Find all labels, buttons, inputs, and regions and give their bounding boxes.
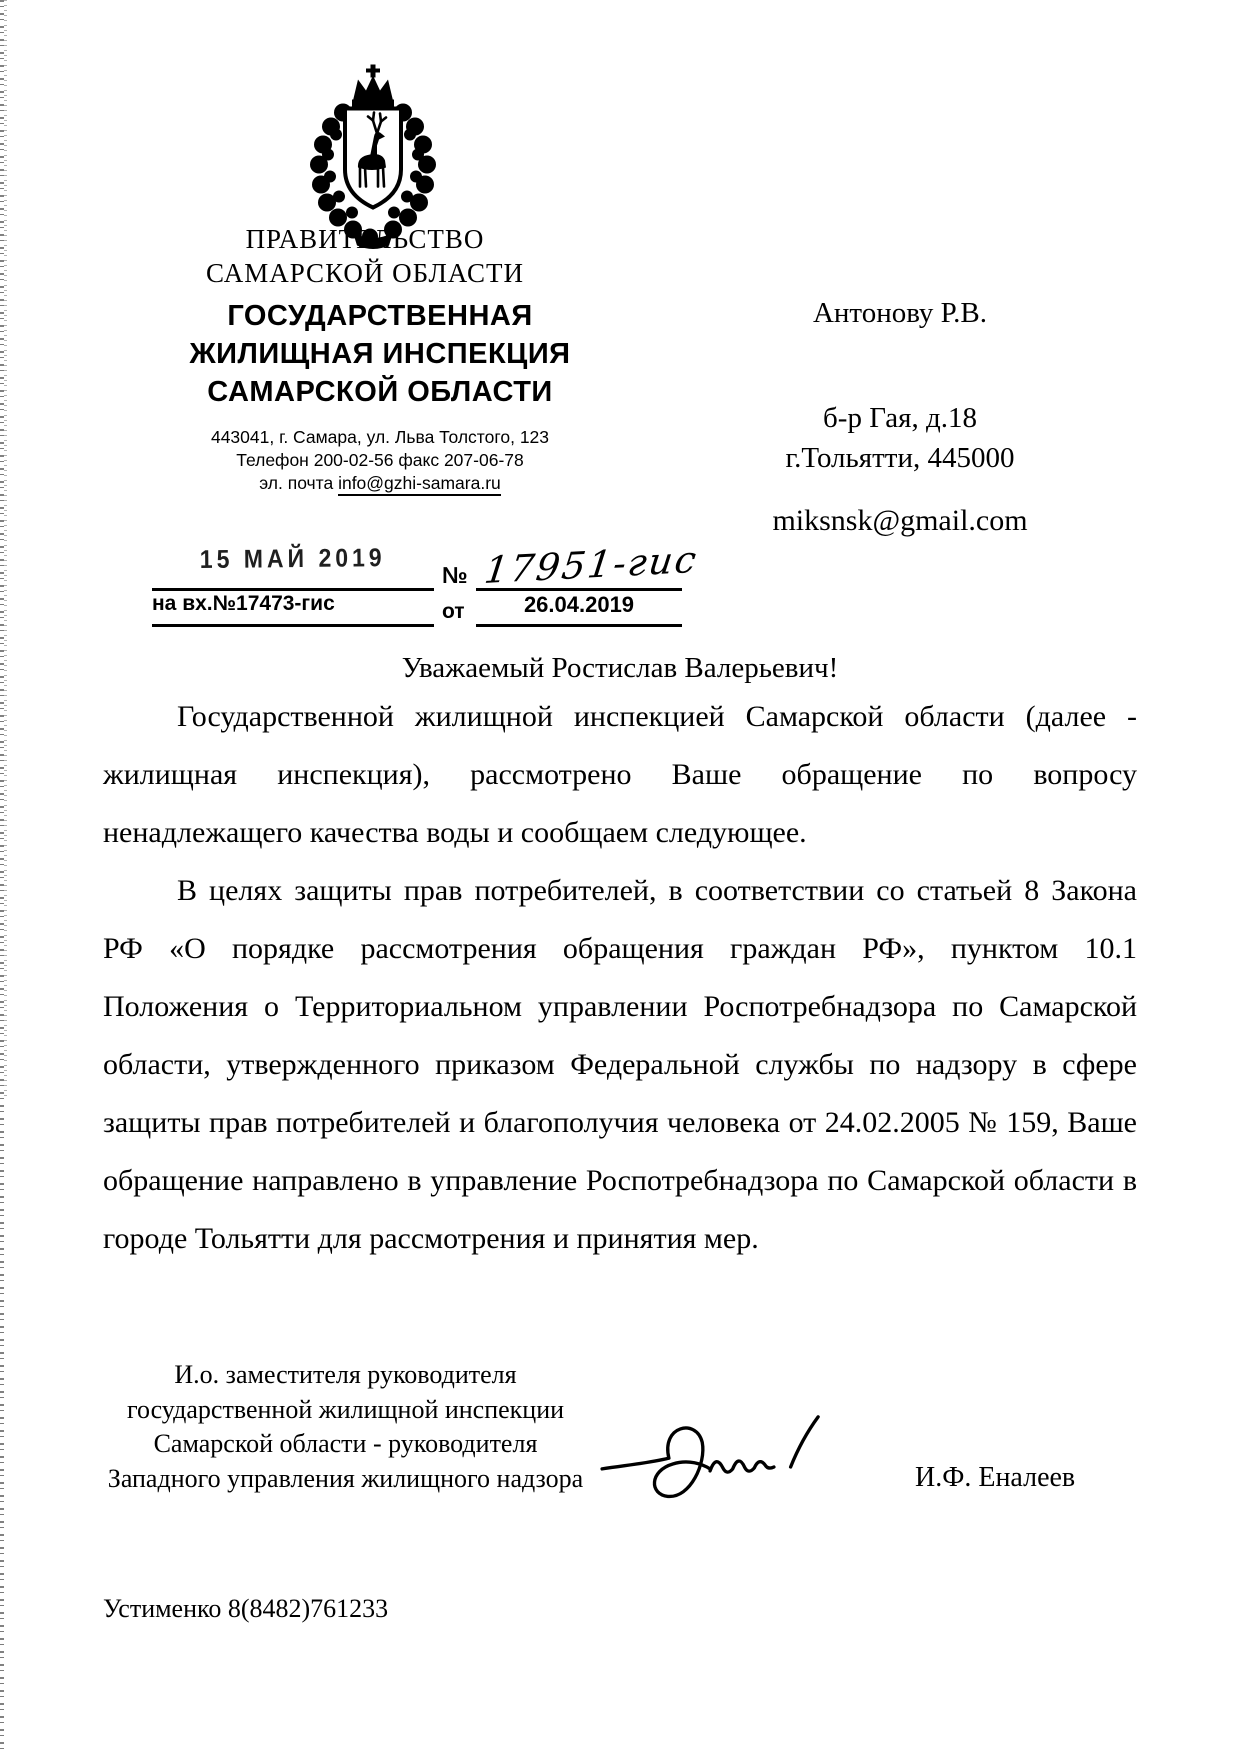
outgoing-date-stamp: 15 МАЙ 2019: [199, 542, 386, 574]
signer-title-line2: государственной жилищной инспекции: [126, 1394, 565, 1424]
scan-edge-artifact-2: [4, 0, 7, 1100]
recipient-email: miksnsk@gmail.com: [772, 504, 1028, 537]
organization-contacts: [135, 426, 625, 495]
outgoing-number-handwritten: 17951-гис: [482, 537, 701, 592]
organization-name: [135, 297, 625, 411]
signer-title-line3: Самарской области - руководителя: [153, 1429, 538, 1458]
signer-name: И.Ф. Еналеев: [915, 1462, 1076, 1493]
letter-body: [103, 688, 1137, 1268]
signer-title: [103, 1358, 588, 1496]
signer-title-line1: И.о. заместителя руководителя: [174, 1360, 517, 1389]
handwritten-signature-icon: [591, 1410, 841, 1518]
executor-contact: Устименко 8(8482)761233: [103, 1594, 389, 1623]
org-name-line2: ЖИЛИЩНАЯ ИНСПЕКЦИЯ: [189, 338, 571, 370]
signature-block: [103, 1358, 1137, 1538]
registration-block: [152, 537, 701, 627]
government-title: [165, 222, 565, 290]
recipient-name: Антонову Р.В.: [812, 297, 988, 329]
government-line1: ПРАВИТЕЛЬСТВО: [245, 224, 485, 254]
org-email-line: [135, 472, 625, 495]
org-name-line1: ГОСУДАРСТВЕННАЯ: [227, 300, 533, 332]
outgoing-date-line: [152, 542, 434, 591]
signer-title-line4: Западного управления жилищного надзора: [107, 1463, 584, 1493]
recipient-address-line1: б-р Гая, д.18: [823, 402, 977, 434]
outgoing-number-line: [476, 537, 701, 592]
org-email: info@gzhi-samara.ru: [338, 473, 501, 496]
number-sign-label: №: [442, 562, 468, 588]
incoming-date: 26.04.2019: [476, 592, 682, 627]
government-line2: САМАРСКОЙ ОБЛАСТИ: [206, 258, 524, 288]
outgoing-registration-row: [152, 537, 701, 592]
letter-paragraph-1: Государственной жилищной инспекцией Самарской области (далее - жилищная инспекция), рассмотрено Ваше обращение по вопросу ненадлежащего качества воды и сообщаем следующее.: [103, 700, 1137, 849]
salutation: Уважаемый Ростислав Валерьевич!: [401, 652, 839, 684]
from-label: от: [442, 600, 465, 623]
letter-paragraph-2: В целях защиты прав потребителей, в соответствии со статьей 8 Закона РФ «О порядке рассмотрения обращения граждан РФ», пунктом 10.1 Положения о Территориальном управлении Роспотребнадзора по Самарской области, утвержденного приказом Федеральной службы по надзору в сфере защиты прав потребителей и благополучия человека от 24.02.2005 № 159, Ваше обращение направлено в управление Роспотребнадзора по Самарской области в городе Тольятти для рассмотрения и принятия мер.: [103, 874, 1137, 1255]
incoming-registration-row: [152, 592, 682, 627]
org-postal-address: 443041, г. Самара, ул. Льва Толстого, 123: [210, 427, 550, 447]
incoming-reference: на вх.№17473-гис: [152, 592, 434, 627]
recipient-address-line2: г.Тольятти, 445000: [785, 442, 1015, 474]
org-name-line3: САМАРСКОЙ ОБЛАСТИ: [207, 376, 553, 408]
org-email-label: эл. почта: [259, 473, 339, 493]
recipient-block: [690, 294, 1110, 540]
org-phone: Телефон 200-02-56 факс 207-06-78: [236, 450, 524, 470]
